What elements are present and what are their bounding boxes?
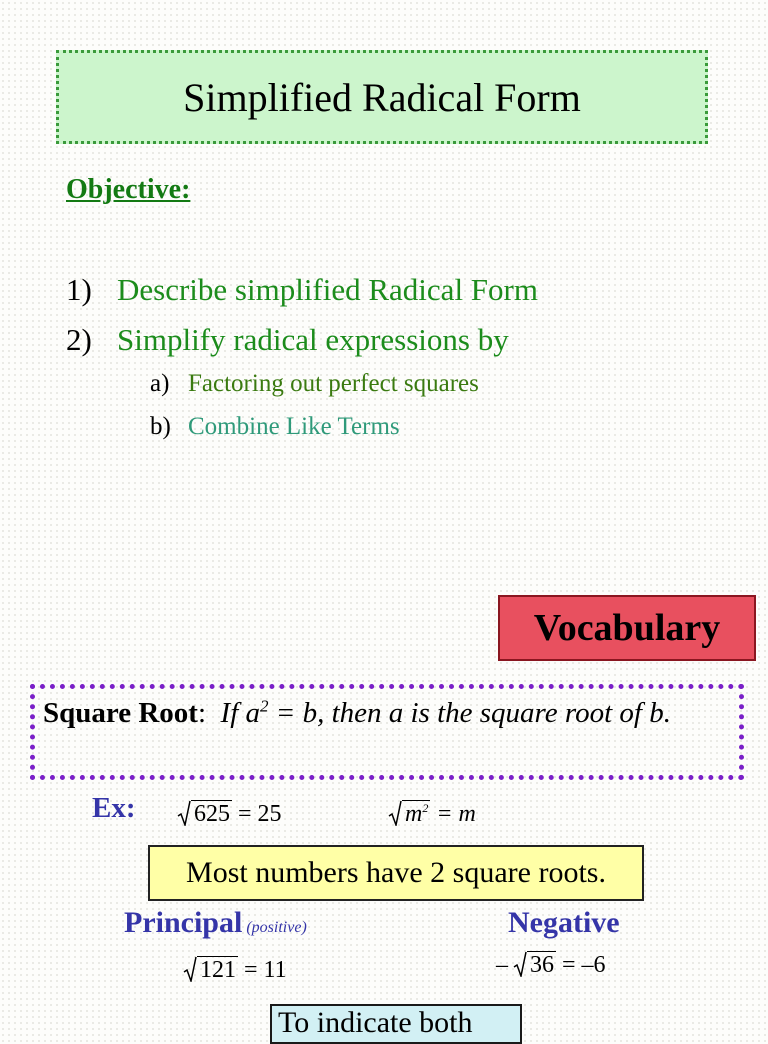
callout-box xyxy=(148,845,644,901)
negative-prefix: – xyxy=(496,952,508,978)
bottom-note-text: To indicate both xyxy=(278,1006,473,1039)
objective-item-1 xyxy=(66,272,538,308)
example-2-base: m xyxy=(405,801,423,827)
negative-result: = –6 xyxy=(562,952,606,978)
example-1-radicand: 625 xyxy=(191,800,232,826)
subitem-text: Combine Like Terms xyxy=(188,413,400,440)
example-2-exponent: 2 xyxy=(422,801,429,815)
subitem-letter: b) xyxy=(150,413,171,440)
principal-equation xyxy=(183,956,287,982)
negative-label: Negative xyxy=(508,906,620,939)
principal-radicand: 121 xyxy=(197,956,238,982)
radical-sign-icon xyxy=(177,800,191,826)
radical-sign-icon xyxy=(183,956,197,982)
example-2-result: = m xyxy=(436,801,476,827)
objective-item-2 xyxy=(66,322,509,358)
definition-term: Square Root xyxy=(43,697,198,729)
definition-colon: : xyxy=(197,697,207,729)
objective-heading: Objective: xyxy=(66,174,191,205)
radical-sign-icon xyxy=(388,800,402,826)
objective-item-text: Simplify radical expressions by xyxy=(117,322,509,357)
objective-item-number: 1) xyxy=(66,272,92,307)
definition-text-end: = b, then a is the square root of b. xyxy=(268,697,671,729)
negative-equation xyxy=(496,951,606,977)
subitem-letter: a) xyxy=(150,370,170,397)
definition-text xyxy=(221,697,671,729)
page-title: Simplified Radical Form xyxy=(183,74,581,120)
objective-item-text: Describe simplified Radical Form xyxy=(117,272,538,307)
vocabulary-banner xyxy=(498,595,756,661)
title-box xyxy=(56,50,708,144)
definition-text-start: If a xyxy=(220,697,260,729)
example-1-result: = 25 xyxy=(238,801,282,827)
principal-note: (positive) xyxy=(246,919,307,936)
principal-label-text: Principal xyxy=(124,906,243,939)
example-label: Ex: xyxy=(92,792,136,824)
principal-label xyxy=(124,906,307,940)
example-2-radicand xyxy=(402,800,430,826)
objective-item-number: 2) xyxy=(66,322,92,357)
bottom-note-box xyxy=(270,1004,522,1044)
vocabulary-label: Vocabulary xyxy=(533,607,721,649)
example-2-equation xyxy=(388,800,476,826)
radical-sign-icon xyxy=(513,951,527,977)
definition-exponent: 2 xyxy=(260,696,269,716)
principal-result: = 11 xyxy=(244,957,287,983)
definition-box xyxy=(30,684,744,780)
negative-radicand: 36 xyxy=(527,951,556,977)
objective-subitem-b xyxy=(150,413,400,441)
example-1-equation xyxy=(177,800,282,826)
subitem-text: Factoring out perfect squares xyxy=(188,370,479,397)
objective-subitem-a xyxy=(150,370,479,398)
callout-text: Most numbers have 2 square roots. xyxy=(186,856,606,889)
